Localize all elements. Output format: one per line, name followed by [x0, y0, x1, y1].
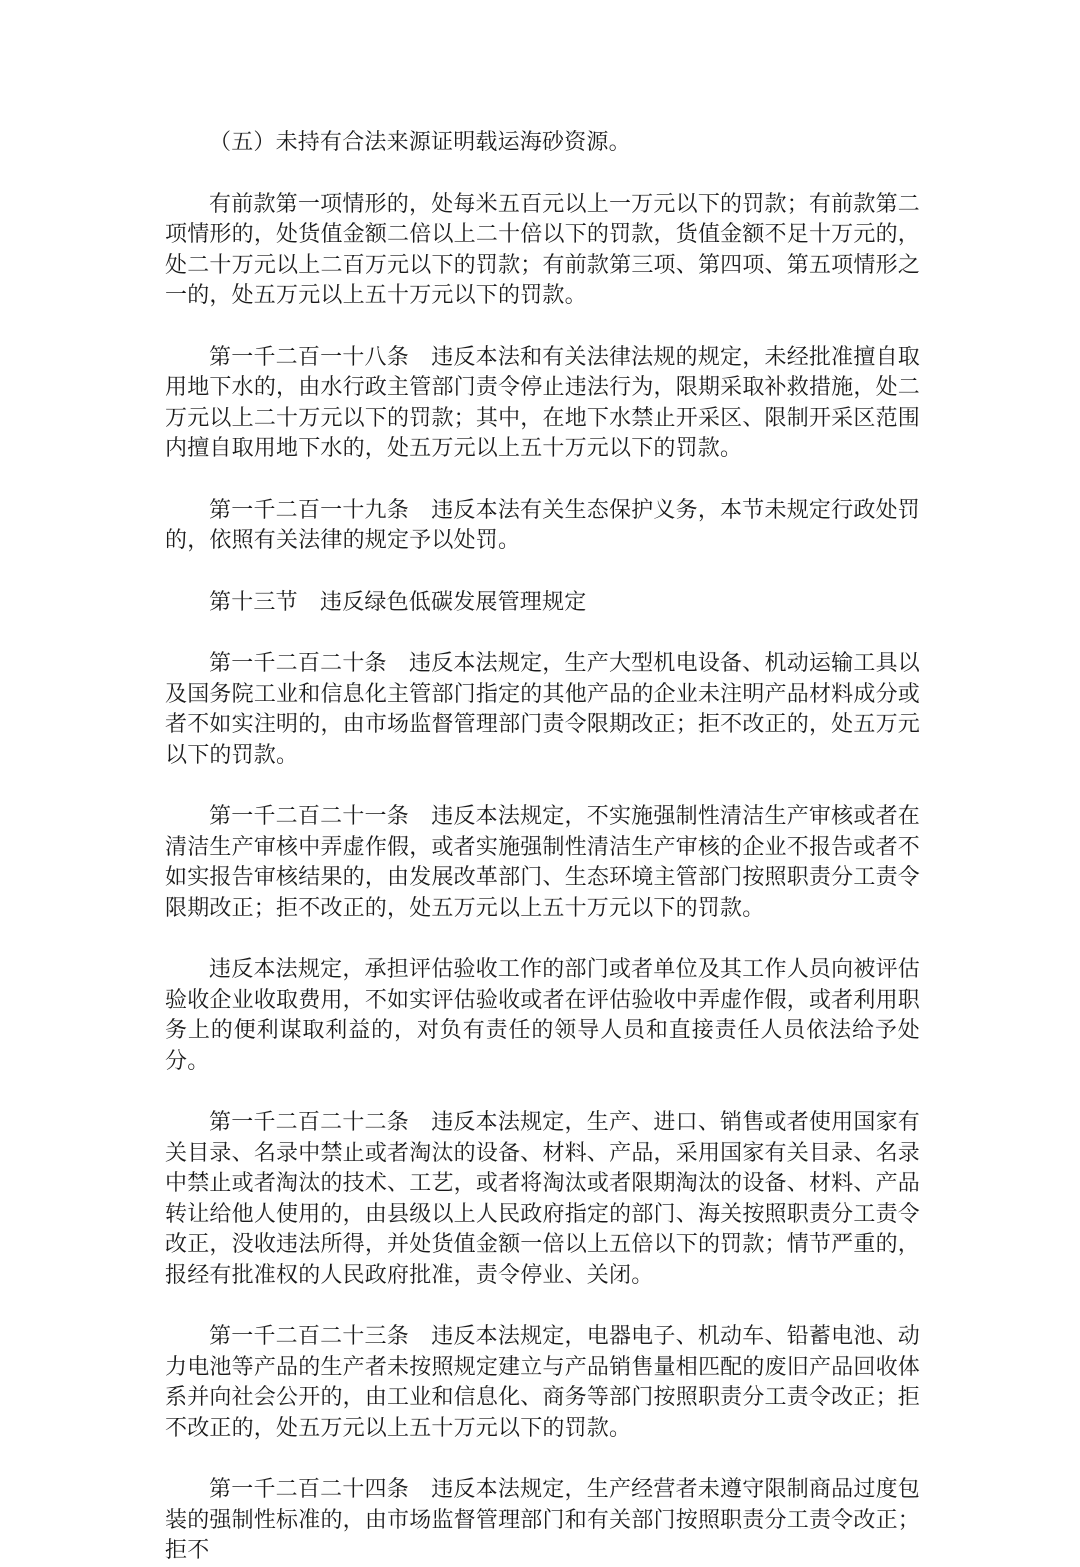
- article-1220: 第一千二百二十条 违反本法规定，生产大型机电设备、机动运输工具以及国务院工业和信息化主管部门指定的其他产品的企业未注明产品材料成分或者不如实注明的，由市场监督管理部门责令限期改正；拒不改正的，处五万元以下的罚款。: [165, 651, 920, 768]
- article-1221: 第一千二百二十一条 违反本法规定，不实施强制性清洁生产审核或者在清洁生产审核中弄虚作假，或者实施强制性清洁生产审核的企业不报告或者不如实报告审核结果的，由发展改革部门、生态环境主管部门按照职责分工责令限期改正；拒不改正的，处五万元以上五十万元以下的罚款。: [165, 804, 920, 921]
- paragraph-penalty-clause: 有前款第一项情形的，处每米五百元以上一万元以下的罚款；有前款第二项情形的，处货值金额二倍以上二十倍以下的罚款，货值金额不足十万元的，处二十万元以上二百万元以下的罚款；有前款第三项、第四项、第五项情形之一的，处五万元以上五十万元以下的罚款。: [165, 191, 920, 308]
- article-1221-paragraph-2: 违反本法规定，承担评估验收工作的部门或者单位及其工作人员向被评估验收企业收取费用，不如实评估验收或者在评估验收中弄虚作假，或者利用职务上的便利谋取利益的，对负有责任的领导人员和直接责任人员依法给予处分。: [165, 957, 920, 1074]
- article-1218: 第一千二百一十八条 违反本法和有关法律法规的规定，未经批准擅自取用地下水的，由水行政主管部门责令停止违法行为，限期采取补救措施，处二万元以上二十万元以下的罚款；其中，在地下水禁止开采区、限制开采区范围内擅自取用地下水的，处五万元以上五十万元以下的罚款。: [165, 344, 920, 461]
- paragraph-item-5: （五）未持有合法来源证明载运海砂资源。: [209, 130, 631, 155]
- document-body: [165, 128, 920, 1567]
- article-1219: 第一千二百一十九条 违反本法有关生态保护义务，本节未规定行政处罚的，依照有关法律的规定予以处罚。: [165, 497, 920, 553]
- article-1222: 第一千二百二十二条 违反本法规定，生产、进口、销售或者使用国家有关目录、名录中禁止或者淘汰的设备、材料、产品，采用国家有关目录、名录中禁止或者淘汰的技术、工艺，或者将淘汰或者限期淘汰的设备、材料、产品转让给他人使用的，由县级以上人民政府指定的部门、海关按照职责分工责令改正，没收违法所得，并处货值金额一倍以上五倍以下的罚款；情节严重的，报经有批准权的人民政府批准，责令停业、关闭。: [165, 1110, 920, 1288]
- section-13-heading: 第十三节 违反绿色低碳发展管理规定: [209, 589, 587, 615]
- article-1224: 第一千二百二十四条 违反本法规定，生产经营者未遵守限制商品过度包装的强制性标准的，由市场监督管理部门和有关部门按照职责分工责令改正；拒不: [165, 1477, 920, 1563]
- article-1223: 第一千二百二十三条 违反本法规定，电器电子、机动车、铅蓄电池、动力电池等产品的生产者未按照规定建立与产品销售量相匹配的废旧产品回收体系并向社会公开的，由工业和信息化、商务等部门按照职责分工责令改正；拒不改正的，处五万元以上五十万元以下的罚款。: [165, 1324, 920, 1441]
